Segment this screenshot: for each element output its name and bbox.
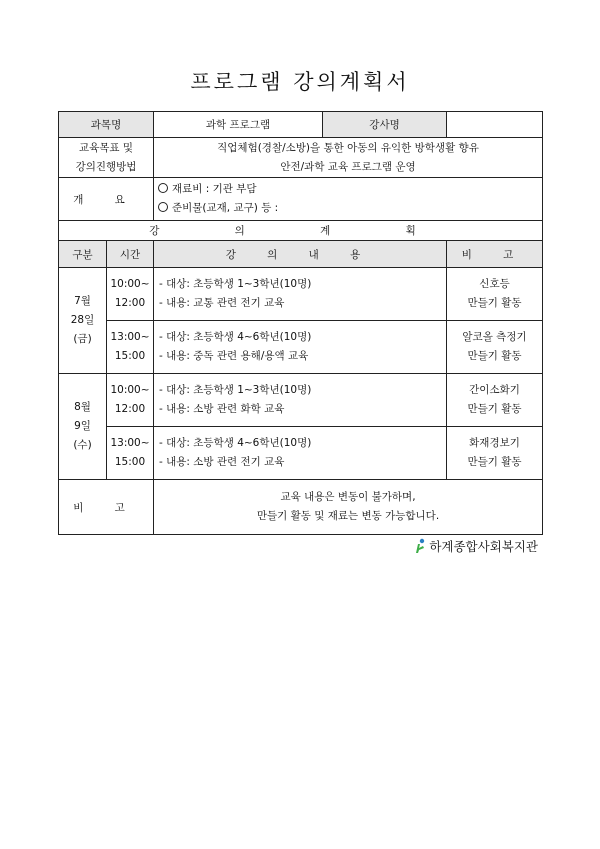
session-remark [447,268,543,321]
session-row [59,321,543,374]
circle-bullet-icon [158,183,168,193]
time-end: 15:00 [114,350,146,362]
content-topic: - 내용: 소방 관련 화학 교육 [159,403,285,415]
plan-header-text: 강 의 계 획 [149,225,452,237]
remark-item: 간이소화기 [469,384,520,396]
content-topic: - 내용: 교통 관련 전기 교육 [159,297,285,309]
remarks-line2: 만들기 활동 및 재료는 변동 가능합니다. [256,510,440,522]
remarks-line1: 교육 내용은 변동이 불가하며, [280,491,416,503]
session-content [154,427,447,480]
date-month: 7월 [74,295,91,307]
remark-activity: 만들기 활동 [467,297,522,309]
goal-content [154,138,543,178]
session-remark [447,374,543,427]
overview-item-text: 재료비 : 기관 부담 [172,183,257,195]
content-target: - 대상: 초등학생 4~6학년(10명) [159,437,312,449]
remark-activity: 만들기 활동 [467,403,522,415]
date-month: 8월 [74,401,91,413]
goal-label-line2: 강의진행방법 [75,160,137,173]
column-header-row [59,241,543,268]
time-start: 10:00~ [110,384,150,396]
column-remark [447,241,543,268]
remark-activity: 만들기 활동 [467,350,522,362]
document-title: 프로그램 강의계획서 [190,70,410,94]
column-category: 구분 [59,241,107,268]
course-label: 과목명 [59,112,154,138]
plan-header-row [59,221,543,241]
time-end: 12:00 [114,297,146,309]
overview-content [154,178,543,221]
time-end: 15:00 [114,456,146,468]
date-weekday: (수) [73,439,92,451]
instructor-value [447,112,543,138]
content-topic: - 내용: 중독 관련 용해/용액 교육 [159,350,309,362]
date-day: 28일 [70,314,95,326]
remark-activity: 만들기 활동 [467,456,522,468]
course-value: 과학 프로그램 [154,112,323,138]
session-content [154,268,447,321]
course-row [59,112,543,138]
session-time [107,374,154,427]
time-start: 10:00~ [110,278,150,290]
remarks-label-text: 비 고 [73,501,139,514]
instructor-label: 강사명 [323,112,447,138]
session-time [107,427,154,480]
session-remark [447,321,543,374]
overview-item [158,199,542,218]
session-time [107,321,154,374]
remark-item: 화재경보기 [469,437,520,449]
goal-line2: 안전/과학 교육 프로그램 운영 [280,160,416,173]
circle-bullet-icon [158,202,168,212]
remarks-label [59,480,154,535]
session-remark [447,427,543,480]
column-content-text: 강 의 내 용 [225,248,375,261]
overview-label [59,178,154,221]
time-start: 13:00~ [110,331,150,343]
column-remark-text: 비 고 [461,248,528,261]
time-end: 12:00 [114,403,146,415]
goal-row [59,138,543,178]
overview-label-text: 개 요 [73,193,139,206]
session-content [154,374,447,427]
overview-item [158,180,542,199]
content-target: - 대상: 초등학생 4~6학년(10명) [159,331,312,343]
date-weekday: (금) [73,333,92,345]
content-target: - 대상: 초등학생 1~3학년(10명) [159,384,312,396]
plan-header [59,221,543,241]
column-content [154,241,447,268]
remark-item: 알코올 측정기 [462,331,527,343]
session-time [107,268,154,321]
time-start: 13:00~ [110,437,150,449]
column-time: 시간 [107,241,154,268]
overview-row [59,178,543,221]
goal-label-line1: 교육목표 및 [78,141,134,154]
date-day: 9일 [74,420,91,432]
session-content [154,321,447,374]
goal-line1: 직업체험(경찰/소방)을 통한 아동의 유익한 방학생활 향유 [217,141,479,154]
session-row [59,374,543,427]
session-row [59,427,543,480]
organization-name: 하계종합사회복지관 [429,539,538,554]
remarks-row [59,480,543,535]
goal-label [59,138,154,178]
overview-item-text: 준비물(교재, 교구) 등 : [172,202,279,214]
session-row [59,268,543,321]
day-date [59,268,107,374]
lecture-plan-table [58,111,543,535]
remarks-content [154,480,543,535]
content-target: - 대상: 초등학생 1~3학년(10명) [159,278,312,290]
person-logo-icon [413,538,427,554]
remark-item: 신호등 [479,278,510,290]
day-date [59,374,107,480]
content-topic: - 내용: 소방 관련 전기 교육 [159,456,285,468]
organization-logo [413,537,538,555]
